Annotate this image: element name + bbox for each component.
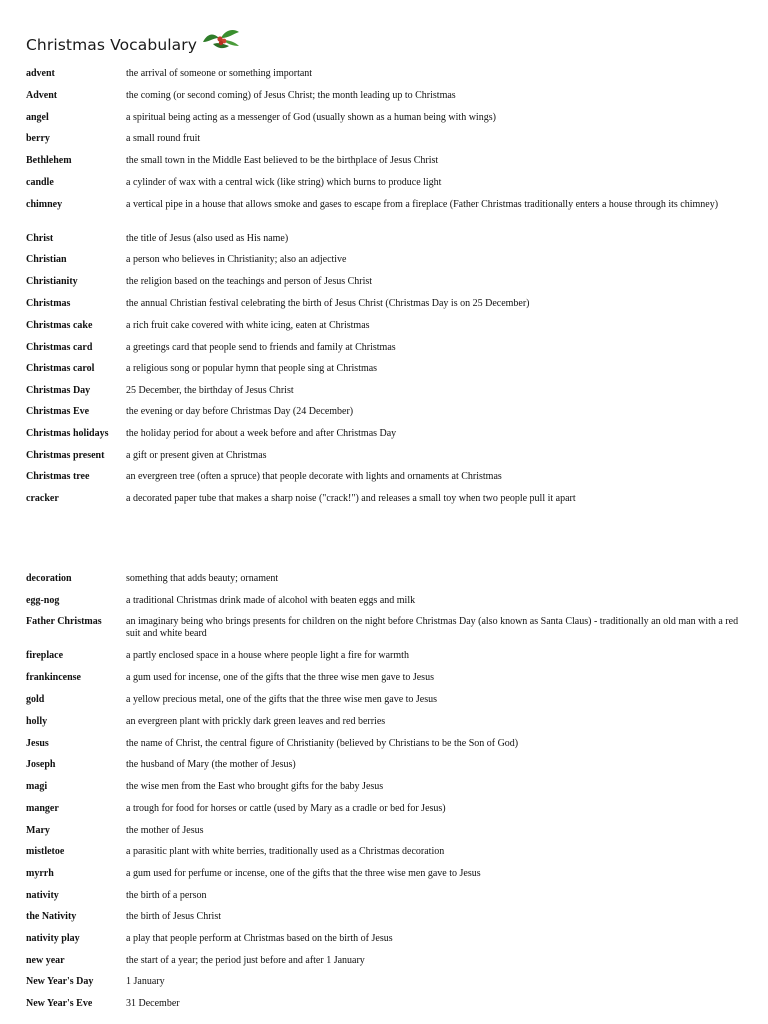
vocab-row <box>26 716 741 728</box>
vocab-definition: the birth of a person <box>126 890 207 901</box>
vocab-term: Christmas carol <box>26 363 95 374</box>
vocab-row <box>26 298 741 310</box>
vocab-definition: the holiday period for about a week before and after Christmas Day <box>126 428 397 439</box>
vocab-row <box>26 825 741 837</box>
vocab-term: Christian <box>26 254 67 265</box>
vocab-term: holly <box>26 716 48 727</box>
vocab-definition: 31 December <box>126 998 180 1009</box>
vocab-row <box>26 650 741 662</box>
vocab-definition: 1 January <box>126 976 165 987</box>
vocab-term: Christmas card <box>26 342 93 353</box>
vocab-row <box>26 890 741 902</box>
vocab-definition: the husband of Mary (the mother of Jesus) <box>126 759 296 770</box>
vocab-term: Father Christmas <box>26 616 102 627</box>
vocab-term: Christmas present <box>26 450 105 461</box>
vocab-row <box>26 911 741 923</box>
vocab-term: Christmas Day <box>26 385 91 396</box>
vocab-definition: the annual Christian festival celebrating the birth of Jesus Christ (Christmas Day is on 25 December) <box>126 298 530 309</box>
vocab-row <box>26 759 741 771</box>
vocab-row <box>26 155 741 167</box>
vocab-definition: a decorated paper tube that makes a sharp noise ("crack!") and releases a small toy when two people pull it apart <box>126 493 576 504</box>
vocab-term: decoration <box>26 573 72 584</box>
vocab-term: mistletoe <box>26 846 65 857</box>
vocab-row <box>26 694 741 706</box>
vocab-row <box>26 998 741 1010</box>
vocab-row <box>26 595 741 607</box>
vocab-term: advent <box>26 68 55 79</box>
vocab-row <box>26 955 741 967</box>
vocab-row <box>26 385 741 397</box>
vocab-term: Jesus <box>26 738 49 749</box>
vocab-term: the Nativity <box>26 911 77 922</box>
vocab-definition: the mother of Jesus <box>126 825 204 836</box>
vocab-definition: a traditional Christmas drink made of alcohol with beaten eggs and milk <box>126 595 416 606</box>
vocab-definition: the evening or day before Christmas Day (24 December) <box>126 406 354 417</box>
vocab-term: Christmas tree <box>26 471 90 482</box>
vocab-row <box>26 90 741 102</box>
vocab-definition: a gum used for perfume or incense, one of the gifts that the three wise men gave to Jesus <box>126 868 481 879</box>
vocab-term: cracker <box>26 493 59 504</box>
vocab-term: berry <box>26 133 50 144</box>
vocab-definition: a greetings card that people send to friends and family at Christmas <box>126 342 396 353</box>
page-title-text: Christmas Vocabulary <box>26 36 197 54</box>
vocab-definition: the small town in the Middle East believed to be the birthplace of Jesus Christ <box>126 155 439 166</box>
vocab-term: myrrh <box>26 868 54 879</box>
vocab-row <box>26 450 741 462</box>
vocab-definition: a play that people perform at Christmas based on the birth of Jesus <box>126 933 393 944</box>
vocab-row <box>26 320 741 332</box>
vocab-term: Advent <box>26 90 58 101</box>
vocab-definition: a parasitic plant with white berries, traditionally used as a Christmas decoration <box>126 846 445 857</box>
vocab-row <box>26 781 741 793</box>
vocab-term: nativity play <box>26 933 80 944</box>
vocab-term: Mary <box>26 825 50 836</box>
vocab-definition: a cylinder of wax with a central wick (like string) which burns to produce light <box>126 177 442 188</box>
vocab-term: angel <box>26 112 49 123</box>
vocab-row <box>26 976 741 988</box>
vocab-term: Christmas holidays <box>26 428 109 439</box>
vocab-term: new year <box>26 955 65 966</box>
vocab-definition: an evergreen plant with prickly dark green leaves and red berries <box>126 716 386 727</box>
vocab-term: New Year's Eve <box>26 998 93 1009</box>
vocab-definition: something that adds beauty; ornament <box>126 573 279 584</box>
vocab-definition: the title of Jesus (also used as His name) <box>126 233 289 244</box>
vocab-row <box>26 573 741 585</box>
vocab-row <box>26 276 741 288</box>
vocab-term: New Year's Day <box>26 976 94 987</box>
vocab-term: frankincense <box>26 672 81 683</box>
vocab-definition: a spiritual being acting as a messenger of God (usually shown as a human being with wings) <box>126 112 496 123</box>
vocab-row <box>26 177 741 189</box>
vocab-definition: the coming (or second coming) of Jesus Christ; the month leading up to Christmas <box>126 90 456 101</box>
vocab-definition: a religious song or popular hymn that people sing at Christmas <box>126 363 378 374</box>
vocab-row <box>26 133 741 145</box>
holly-icon <box>199 26 243 52</box>
vocab-term: Christmas Eve <box>26 406 90 417</box>
vocab-definition: an imaginary being who brings presents for children on the night before Christmas Day (also known as Santa Claus) - traditionally an old man with a red suit and white beard <box>126 616 739 639</box>
vocab-row <box>26 616 741 640</box>
vocab-term: chimney <box>26 199 63 210</box>
vocab-term: gold <box>26 694 45 705</box>
vocab-term: Joseph <box>26 759 56 770</box>
vocab-row <box>26 428 741 440</box>
vocab-row <box>26 254 741 266</box>
vocab-row <box>26 471 741 483</box>
vocab-term: Christmas <box>26 298 71 309</box>
vocab-term: egg-nog <box>26 595 60 606</box>
vocab-definition: a yellow precious metal, one of the gifts that the three wise men gave to Jesus <box>126 694 438 705</box>
vocab-definition: a trough for food for horses or cattle (used by Mary as a cradle or bed for Jesus) <box>126 803 446 814</box>
vocab-definition: a small round fruit <box>126 133 201 144</box>
vocab-term: Christ <box>26 233 54 244</box>
vocab-definition: the religion based on the teachings and person of Jesus Christ <box>126 276 373 287</box>
vocab-definition: a person who believes in Christianity; also an adjective <box>126 254 347 265</box>
vocab-row <box>26 68 741 80</box>
vocab-definition: the wise men from the East who brought gifts for the baby Jesus <box>126 781 384 792</box>
vocab-term: magi <box>26 781 48 792</box>
vocab-definition: the birth of Jesus Christ <box>126 911 221 922</box>
vocab-definition: the name of Christ, the central figure of Christianity (believed by Christians to be the Son of God) <box>126 738 519 749</box>
vocab-definition: a gift or present given at Christmas <box>126 450 267 461</box>
vocab-definition: an evergreen tree (often a spruce) that people decorate with lights and ornaments at Christmas <box>126 471 502 482</box>
vocab-row <box>26 868 741 880</box>
vocab-term: candle <box>26 177 54 188</box>
vocab-row <box>26 199 741 211</box>
vocab-definition: a vertical pipe in a house that allows smoke and gases to escape from a fireplace (Father Christmas traditionally enters a house through its chimney) <box>126 199 719 210</box>
vocab-row <box>26 233 741 245</box>
vocab-row <box>26 363 741 375</box>
vocab-row <box>26 672 741 684</box>
vocab-definition: the start of a year; the period just before and after 1 January <box>126 955 365 966</box>
vocab-row <box>26 406 741 418</box>
vocab-definition: a gum used for incense, one of the gifts that the three wise men gave to Jesus <box>126 672 434 683</box>
vocab-definition: the arrival of someone or something important <box>126 68 313 79</box>
vocab-term: manger <box>26 803 59 814</box>
vocab-definition: a partly enclosed space in a house where people light a fire for warmth <box>126 650 409 661</box>
vocab-term: Christmas cake <box>26 320 93 331</box>
vocab-term: Christianity <box>26 276 78 287</box>
vocab-row <box>26 846 741 858</box>
vocab-row <box>26 803 741 815</box>
vocab-row <box>26 112 741 124</box>
vocab-definition: 25 December, the birthday of Jesus Christ <box>126 385 294 396</box>
vocab-row <box>26 933 741 945</box>
vocab-term: Bethlehem <box>26 155 72 166</box>
vocab-term: fireplace <box>26 650 64 661</box>
vocab-row <box>26 342 741 354</box>
page-title <box>26 36 243 54</box>
vocab-row <box>26 738 741 750</box>
vocab-row <box>26 493 741 505</box>
vocab-term: nativity <box>26 890 59 901</box>
vocab-definition: a rich fruit cake covered with white icing, eaten at Christmas <box>126 320 370 331</box>
